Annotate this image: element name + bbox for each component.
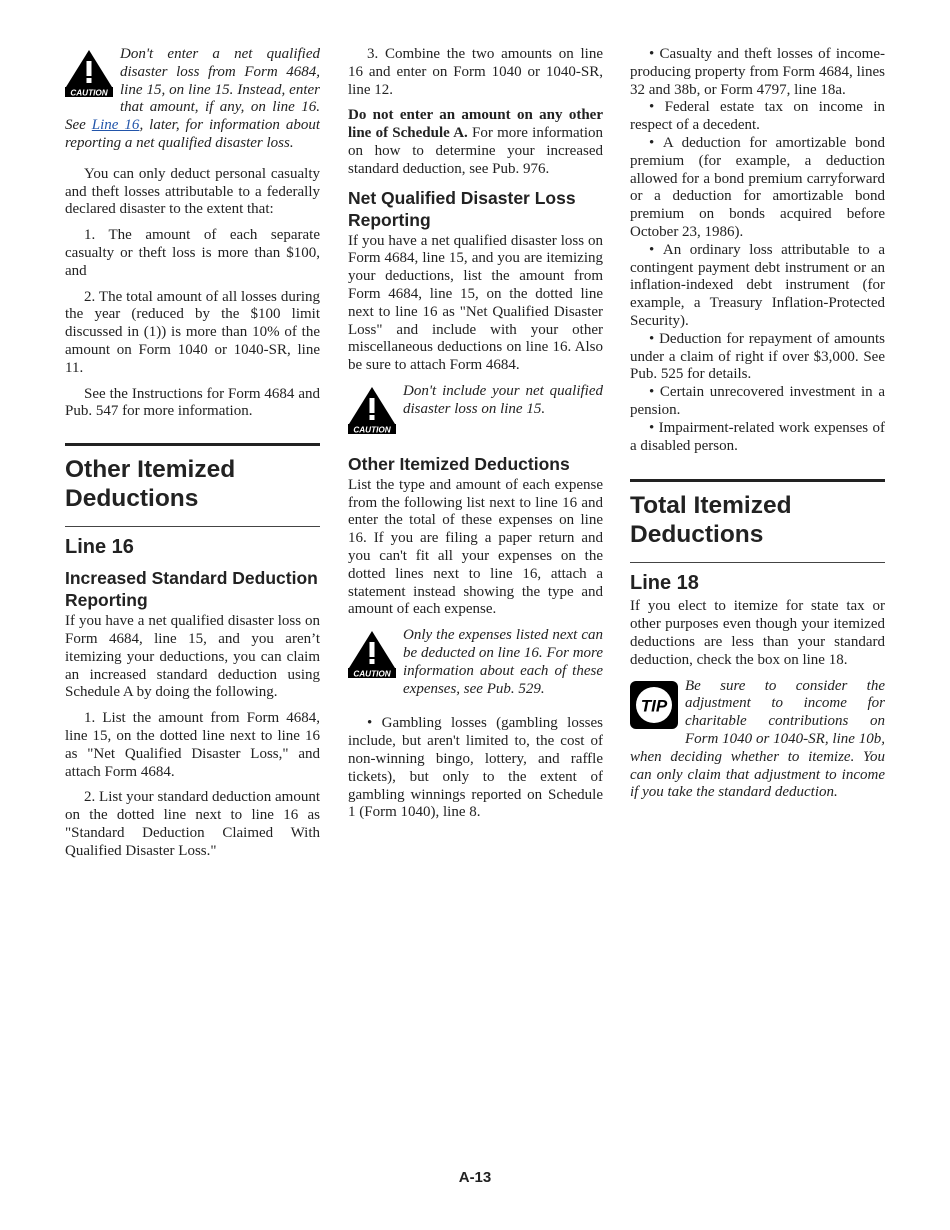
- bullet-casualty-theft: [630, 46, 885, 99]
- caution-text: Don't include your net qualified disaster loss on line 15.: [403, 382, 603, 417]
- bullet-icon: •: [649, 134, 663, 151]
- other-deductions-paragraph: List the type and amount of each expense from the following list next to line 16 and enter the total of these expenses on line 16. If you are filing a paper return and you can't fit all your expenses on the dotted lines next to line 16, attach a statement instead showing the type and amount of each expense.: [348, 476, 603, 618]
- column-left: [65, 46, 320, 869]
- tip-callout: [630, 678, 885, 803]
- bullet-icon: •: [649, 46, 660, 62]
- svg-text:CAUTION: CAUTION: [70, 88, 108, 97]
- caution-icon: [348, 386, 396, 440]
- intro-paragraph: You can only deduct personal casualty and theft losses attributable to a federally declared disaster to the extent that:: [65, 165, 320, 218]
- bullet-text: Federal estate tax on income in respect of a decedent.: [630, 99, 885, 134]
- step-1: 1. List the amount from Form 4684, line 15, on the dotted line next to line 16 as "Net Qualified Disaster Loss," and attach Form 4684.: [65, 710, 320, 780]
- list-item-2: 2. The total amount of all losses during the year (reduced by the $100 limit discussed in (1)) is more than 10% of the amount on Form 1040 or 1040-SR, line 11.: [65, 288, 320, 376]
- caution-text-tail: , later, for information about reporting a net qualified disaster loss.: [65, 117, 320, 151]
- bullet-text: Impairment-related work expenses of a disabled person.: [630, 419, 885, 454]
- step-2: 2. List your standard deduction amount on the dotted line next to line 16 as "Standard Deduction Claimed With Qualified Disaster Loss.": [65, 789, 320, 859]
- svg-text:TIP: TIP: [640, 696, 668, 716]
- bold-lead: Do not enter an amount on any other line of Schedule A.: [348, 107, 603, 142]
- increased-deduction-paragraph: If you have a net qualified disaster loss on Form 4684, line 15, and you aren’t itemizing your deductions, you can claim an increased standard deduction using Schedule A by doing the following.: [65, 613, 320, 701]
- bullet-text: An ordinary loss attributable to a contingent payment debt instrument or an inflation-indexed debt instrument (for example, a Treasury Inflation-Protected Security).: [630, 241, 885, 329]
- caution-callout-expenses: [348, 627, 603, 698]
- increased-standard-deduction-heading: Increased Standard Deduction Reporting: [65, 568, 318, 611]
- net-loss-paragraph: If you have a net qualified disaster loss on Form 4684, line 15, and you are itemizing your deductions, list the amount from Form 4684, line 15, on the dotted line next to line 16 as "Net Qualified Disaster Loss" and include with your other miscellaneous deductions on line 16. Also be sure to attach Form 4684.: [348, 232, 603, 374]
- bullet-ordinary-loss: [630, 242, 885, 331]
- svg-text:CAUTION: CAUTION: [353, 425, 391, 434]
- other-itemized-deductions-heading: Other Itemized Deductions: [348, 453, 570, 474]
- bullet-icon: •: [649, 99, 665, 116]
- net-qualified-disaster-loss-heading: Net Qualified Disaster Loss Reporting: [348, 187, 576, 230]
- bullet-icon: •: [367, 715, 382, 732]
- tip-icon: [630, 681, 678, 735]
- line-16-heading: Line 16: [65, 526, 320, 559]
- page-number: A-13: [458, 1169, 492, 1186]
- caution-icon: [65, 49, 113, 103]
- caution-icon: [348, 630, 396, 684]
- bullet-text: Gambling losses (gambling losses include, but aren't limited to, the cost of non-winning bingo, lottery, and raffle tickets), but only to the extent of gambling winnings reported on Schedule 1 (Form 1040), line 8.: [348, 715, 603, 821]
- tip-text: Be sure to consider the adjustment to income for charitable contributions on Form 1040 or 1040-SR, line 10b, when deciding whether to itemize. You can only claim that adjustment to income if you take the standard deduction.: [630, 677, 885, 801]
- line-18-paragraph: If you elect to itemize for state tax or other purposes even though your itemized deductions are less than your standard deduction, check the box on line 18.: [630, 598, 885, 668]
- bullet-gambling-losses: [348, 715, 603, 822]
- bullet-estate-tax: [630, 99, 885, 135]
- caution-text: Don't enter a net qualified disaster loss from Form 4684, line 15, on line 15. Instead, enter that amount, if any, on line 16. See: [65, 46, 320, 134]
- list-item-1: 1. The amount of each separate casualty or theft loss is more than $100, and: [65, 227, 320, 279]
- bullet-impairment: [630, 420, 885, 456]
- bullet-pension: [630, 384, 885, 420]
- bullet-icon: •: [649, 241, 663, 258]
- caution-callout-line-15: [348, 383, 603, 440]
- bullet-bond-premium: [630, 135, 885, 242]
- section-title-total-itemized-deductions: Total Itemized Deductions: [630, 479, 885, 549]
- column-right: [630, 46, 885, 815]
- svg-text:CAUTION: CAUTION: [353, 669, 391, 679]
- do-not-enter-paragraph: [348, 107, 603, 178]
- bullet-text: Deduction for repayment of amounts under a claim of right if over $3,000. See Pub. 525 for details.: [630, 330, 885, 383]
- section-title-other-itemized-deductions: Other Itemized Deductions: [65, 443, 320, 513]
- step-3: 3. Combine the two amounts on line 16 and enter on Form 1040 or 1040-SR, line 12.: [348, 46, 603, 98]
- line-16-link[interactable]: Line 16: [91, 117, 140, 134]
- bullet-claim-of-right: [630, 331, 885, 384]
- caution-text: Only the expenses listed next can be deducted on line 16. For more information about each of these expenses, see Pub. 529.: [403, 627, 603, 697]
- bullet-icon: •: [649, 384, 660, 401]
- column-middle: [348, 46, 603, 822]
- bullet-text: A deduction for amortizable bond premium (for example, a deduction allowed for a bond premium carryforward or a deduction for amortizable bond premium on bonds acquired before October 23, 1986).: [630, 134, 885, 240]
- caution-callout-disaster-loss: [65, 46, 320, 153]
- line-18-heading: Line 18: [630, 562, 885, 595]
- bullet-text: Certain unrecovered investment in a pension.: [630, 384, 885, 418]
- bullet-icon: •: [649, 330, 660, 347]
- see-instructions-paragraph: See the Instructions for Form 4684 and Pub. 547 for more information.: [65, 385, 320, 420]
- bullet-text: Casualty and theft losses of income-producing property from Form 4684, lines 32 and 38b, or Form 4797, line 18a.: [630, 46, 885, 98]
- bullet-icon: •: [649, 419, 659, 436]
- bold-tail: For more information on how to determine your increased standard deduction, see Pub. 976.: [348, 125, 603, 177]
